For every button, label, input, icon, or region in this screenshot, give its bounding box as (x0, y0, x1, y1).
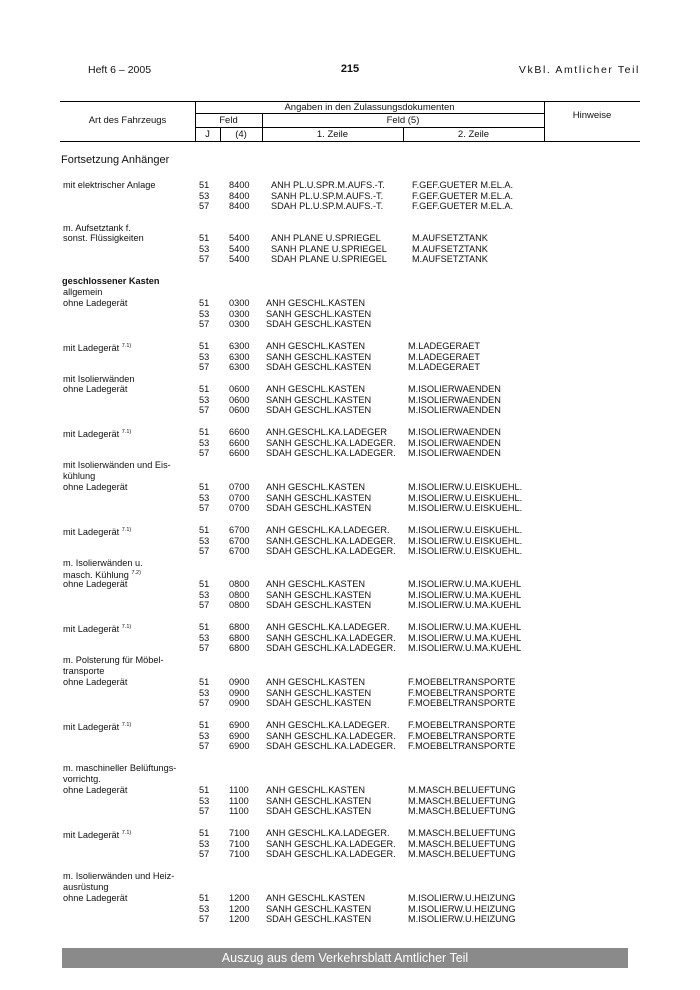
vehicle-type-text: kühlung (63, 471, 96, 481)
section-title: Fortsetzung Anhänger (61, 154, 170, 166)
value-j: 53 (199, 903, 210, 914)
value-j: 53 (199, 795, 210, 806)
col-zeile1: 1. Zeile (316, 129, 349, 140)
vehicle-type-label (63, 677, 127, 688)
value-zeile2: M.ISOLIERW.U.EISKUEHL. (408, 503, 523, 514)
value-feld4: 6700 (229, 525, 250, 535)
header-issue: Heft 6 – 2005 (88, 64, 152, 76)
value-j: 53 (199, 730, 210, 741)
value-feld4: 0800 (229, 589, 250, 600)
value-zeile1: ANH.GESCHL.KA.LADEGER (266, 427, 388, 437)
value-j: 57 (199, 914, 210, 925)
header-rule-angaben (195, 113, 544, 114)
value-feld4: 0800 (229, 579, 250, 589)
value-j: 51 (199, 341, 210, 351)
value-j: 57 (199, 806, 210, 817)
value-feld4: 6600 (229, 427, 250, 437)
footnote-ref: 7.1) (121, 527, 132, 533)
value-feld4: 6800 (229, 622, 250, 632)
value-zeile1: SDAH GESCHL.KA.LADEGER. (266, 448, 396, 459)
value-zeile1: ANH GESCHL.KASTEN (266, 341, 366, 351)
value-zeile2: M.ISOLIERW.U.EISKUEHL. (408, 535, 523, 546)
vehicle-type-label (63, 785, 127, 796)
value-feld4: 0600 (229, 405, 250, 416)
value-feld4: 0300 (229, 298, 250, 308)
vehicle-type-label (63, 525, 131, 538)
header-divider-hinweise (544, 101, 545, 141)
vehicle-type-label (63, 427, 131, 440)
value-feld4: 6900 (229, 741, 250, 752)
value-feld4: 6800 (229, 643, 250, 654)
value-j: 51 (199, 622, 210, 632)
value-zeile2: M.ISOLIERWAENDEN (408, 437, 501, 448)
value-j: 57 (199, 405, 210, 416)
value-zeile2: M.ISOLIERW.U.HEIZUNG (408, 893, 516, 903)
value-zeile2: M.ISOLIERWAENDEN (408, 394, 501, 405)
vehicle-type-text: mit elektrischer Anlage (63, 180, 156, 190)
value-zeile1: ANH GESCHL.KASTEN (266, 677, 366, 687)
value-j: 57 (199, 849, 210, 860)
value-feld4: 6900 (229, 730, 250, 741)
value-j: 51 (199, 828, 210, 838)
value-feld4: 1100 (229, 806, 249, 817)
vehicle-type-label (63, 622, 131, 635)
value-feld4: 8400 (229, 180, 250, 190)
vehicle-type-text: m. Polsterung für Möbel- (63, 655, 164, 665)
page-number: 215 (340, 63, 360, 75)
value-zeile1: SANH GESCHL.KASTEN (266, 308, 372, 319)
vehicle-type-text: masch. Kühlung (63, 570, 129, 580)
value-zeile1: SDAH GESCHL.KASTEN (266, 914, 372, 925)
vehicle-type-label (63, 774, 101, 785)
value-zeile2: M.MASCH.BELUEFTUNG (408, 838, 516, 849)
vehicle-type-text: m. Isolierwänden u. (63, 558, 143, 568)
vehicle-type-label (63, 482, 127, 493)
value-j: 53 (199, 437, 210, 448)
vehicle-type-text: mit Ladegerät (63, 429, 120, 439)
table-header (60, 101, 640, 141)
value-j: 53 (199, 351, 210, 362)
value-zeile2: M.ISOLIERW.U.MA.KUEHL (408, 589, 522, 600)
value-zeile2: M.AUFSETZTANK (412, 233, 488, 243)
value-zeile1: SANH GESCHL.KASTEN (266, 492, 372, 503)
value-feld4: 0700 (229, 492, 250, 503)
value-feld4: 1200 (229, 893, 250, 903)
value-zeile2: M.MASCH.BELUEFTUNG (408, 806, 516, 817)
value-j: 51 (199, 579, 210, 589)
value-feld4: 7100 (229, 828, 250, 838)
value-zeile1: SANH PL.U.SP.M.AUFS.-T. (271, 190, 384, 201)
footnote-ref: 7.1) (121, 429, 132, 435)
vehicle-type-text: mit Isolierwänden (63, 374, 135, 384)
value-feld4: 8400 (229, 190, 250, 201)
vehicle-type-label (63, 384, 127, 395)
vehicle-type-text: mit Ladegerät (63, 722, 120, 732)
value-j: 53 (199, 394, 210, 405)
footer-banner: Auszug aus dem Verkehrsblatt Amtlicher Teil (62, 948, 628, 968)
value-feld4: 0600 (229, 394, 250, 405)
value-zeile2: M.ISOLIERW.U.EISKUEHL. (408, 546, 523, 557)
vehicle-type-label (63, 471, 95, 482)
value-zeile2: M.LADEGERAET (408, 341, 480, 351)
value-feld4: 0900 (229, 687, 250, 698)
footnote-ref: 7.1) (121, 343, 132, 349)
value-j: 53 (199, 589, 210, 600)
col-angaben: Angaben in den Zulassungsdokumenten (284, 102, 455, 113)
value-zeile1: SANH GESCHL.KASTEN (266, 351, 372, 362)
vehicle-type-label (63, 893, 127, 904)
value-feld4: 6300 (229, 341, 250, 351)
value-j: 57 (199, 319, 210, 330)
footnote-ref: 7.1) (121, 624, 132, 630)
value-feld4: 0600 (229, 384, 250, 394)
value-zeile1: SANH GESCHL.KASTEN (266, 687, 372, 698)
value-feld4: 6800 (229, 632, 250, 643)
vehicle-type-label (63, 298, 127, 309)
vehicle-type-label (63, 666, 104, 677)
value-zeile2: M.ISOLIERWAENDEN (408, 384, 501, 394)
value-zeile2: M.LADEGERAET (408, 362, 480, 373)
value-feld4: 8400 (229, 201, 250, 212)
vehicle-type-text: mit Ladegerät (63, 830, 120, 840)
value-zeile2: F.MOEBELTRANSPORTE (408, 698, 516, 709)
value-zeile2: M.AUFSETZTANK (412, 254, 488, 265)
value-zeile2: M.ISOLIERW.U.MA.KUEHL (408, 600, 522, 611)
vehicle-type-label (63, 233, 144, 244)
vehicle-type-text: transporte (63, 666, 105, 676)
value-zeile1: ANH GESCHL.KASTEN (266, 579, 366, 589)
value-feld4: 1100 (229, 795, 249, 806)
value-zeile1: SANH PLANE U.SPRIEGEL (271, 243, 387, 254)
vehicle-type-text: ohne Ladegerät (63, 579, 128, 589)
value-j: 53 (199, 492, 210, 503)
value-zeile1: SANH GESCHL.KASTEN (266, 589, 372, 600)
col-zeile2: 2. Zeile (457, 129, 490, 140)
value-zeile1: SDAH GESCHL.KASTEN (266, 806, 372, 817)
value-feld4: 6600 (229, 437, 250, 448)
value-zeile2: M.ISOLIERW.U.HEIZUNG (408, 914, 516, 925)
value-zeile1: SANH GESCHL.KA.LADEGER. (266, 730, 396, 741)
header-publication: VkBl. Amtlicher Teil (518, 64, 640, 76)
vehicle-type-text: m. Aufsetztank f. (63, 223, 131, 233)
value-j: 51 (199, 298, 210, 308)
col-hinweise: Hinweise (572, 110, 612, 121)
value-zeile1: SDAH PL.U.SP.M.AUFS.-T. (271, 201, 384, 212)
value-zeile2: M.ISOLIERW.U.MA.KUEHL (408, 579, 522, 589)
vehicle-type-text: ohne Ladegerät (63, 677, 128, 687)
value-zeile1: ANH GESCHL.KA.LADEGER. (266, 720, 390, 730)
value-j: 51 (199, 720, 210, 730)
value-zeile2: M.MASCH.BELUEFTUNG (408, 828, 516, 838)
value-feld4: 6600 (229, 448, 250, 459)
value-zeile2: F.MOEBELTRANSPORTE (408, 677, 516, 687)
vehicle-type-label (63, 828, 131, 841)
value-feld4: 0300 (229, 319, 250, 330)
value-zeile2: F.GEF.GUETER M.EL.A. (412, 180, 514, 190)
value-j: 57 (199, 698, 210, 709)
vehicle-type-label (63, 655, 164, 666)
value-zeile2: F.MOEBELTRANSPORTE (408, 687, 516, 698)
col-feld4: (4) (235, 129, 247, 140)
vehicle-type-label (63, 460, 171, 471)
footnote-ref: 7.2) (131, 570, 141, 576)
value-feld4: 0700 (229, 503, 250, 514)
vehicle-type-label (63, 180, 155, 191)
value-feld4: 7100 (229, 849, 250, 860)
value-zeile1: ANH GESCHL.KA.LADEGER. (266, 622, 390, 632)
value-zeile2: M.ISOLIERW.U.MA.KUEHL (408, 632, 522, 643)
col-art-des-fahrzeugs: Art des Fahrzeugs (88, 115, 167, 126)
vehicle-type-text: m. Isolierwänden und Heiz- (63, 871, 175, 881)
value-zeile2: M.ISOLIERW.U.EISKUEHL. (408, 525, 523, 535)
value-feld4: 0900 (229, 677, 250, 687)
value-j: 57 (199, 254, 210, 265)
vehicle-type-label (63, 871, 174, 882)
vehicle-type-text: mit Isolierwänden und Eis- (63, 460, 171, 470)
value-feld4: 6900 (229, 720, 250, 730)
value-feld4: 0900 (229, 698, 250, 709)
value-zeile1: ANH GESCHL.KA.LADEGER. (266, 525, 390, 535)
value-zeile1: ANH PLANE U.SPRIEGEL (271, 233, 381, 243)
value-feld4: 7100 (229, 838, 250, 849)
value-zeile2: F.GEF.GUETER M.EL.A. (412, 201, 514, 212)
vehicle-type-label (63, 341, 131, 354)
value-feld4: 1100 (229, 785, 249, 795)
value-zeile2: F.MOEBELTRANSPORTE (408, 730, 516, 741)
vehicle-type-text: ohne Ladegerät (63, 298, 128, 308)
value-zeile2: F.GEF.GUETER M.EL.A. (412, 190, 514, 201)
value-zeile2: M.ISOLIERW.U.EISKUEHL. (408, 492, 523, 503)
value-j: 53 (199, 190, 210, 201)
vehicle-type-text: vorrichtg. (63, 774, 101, 784)
value-zeile1: SDAH GESCHL.KASTEN (266, 503, 372, 514)
vehicle-type-text: ohne Ladegerät (63, 482, 128, 492)
value-j: 51 (199, 180, 210, 190)
value-zeile2: M.MASCH.BELUEFTUNG (408, 849, 516, 860)
value-zeile1: SANH GESCHL.KASTEN (266, 795, 372, 806)
value-zeile2: M.ISOLIERWAENDEN (408, 448, 501, 459)
value-j: 57 (199, 546, 210, 557)
value-zeile1: ANH GESCHL.KASTEN (266, 785, 366, 795)
vehicle-type-label (62, 276, 160, 287)
vehicle-type-label (63, 763, 176, 774)
vehicle-type-text: ohne Ladegerät (63, 384, 128, 394)
vehicle-type-label (63, 287, 102, 298)
value-j: 51 (199, 233, 210, 243)
value-zeile1: ANH GESCHL.KASTEN (266, 482, 366, 492)
value-zeile1: SDAH GESCHL.KASTEN (266, 600, 372, 611)
value-j: 53 (199, 535, 210, 546)
vehicle-type-text: ohne Ladegerät (63, 893, 128, 903)
value-zeile2: F.MOEBELTRANSPORTE (408, 741, 516, 752)
col-j: J (205, 129, 210, 140)
value-j: 51 (199, 785, 210, 795)
value-zeile2: M.MASCH.BELUEFTUNG (408, 785, 516, 795)
value-zeile1: ANH GESCHL.KASTEN (266, 298, 366, 308)
vehicle-type-text: mit Ladegerät (63, 527, 120, 537)
value-zeile2: M.ISOLIERW.U.MA.KUEHL (408, 643, 522, 654)
value-zeile2: M.LADEGERAET (408, 351, 480, 362)
value-zeile1: SDAH GESCHL.KASTEN (266, 405, 372, 416)
vehicle-type-text: mit Ladegerät (63, 343, 120, 353)
value-zeile1: SDAH GESCHL.KA.LADEGER. (266, 741, 396, 752)
value-feld4: 6300 (229, 362, 250, 373)
value-j: 53 (199, 838, 210, 849)
value-zeile1: SDAH GESCHL.KASTEN (266, 698, 372, 709)
value-feld4: 6700 (229, 535, 250, 546)
value-j: 57 (199, 741, 210, 752)
value-j: 51 (199, 893, 210, 903)
value-zeile1: SANH.GESCHL.KA.LADEGER. (266, 535, 396, 546)
value-zeile2: M.MASCH.BELUEFTUNG (408, 795, 516, 806)
value-feld4: 5400 (229, 243, 250, 254)
vehicle-type-text: sonst. Flüssigkeiten (63, 233, 144, 243)
value-j: 57 (199, 503, 210, 514)
vehicle-type-label (63, 882, 108, 893)
value-zeile1: SDAH GESCHL.KASTEN (266, 319, 372, 330)
value-j: 53 (199, 243, 210, 254)
value-j: 51 (199, 525, 210, 535)
value-j: 53 (199, 632, 210, 643)
value-j: 51 (199, 427, 210, 437)
value-zeile1: SDAH PLANE U.SPRIEGEL (271, 254, 387, 265)
value-zeile2: M.ISOLIERWAENDEN (408, 405, 501, 416)
vehicle-type-text: ausrüstung (63, 882, 109, 892)
value-j: 57 (199, 362, 210, 373)
value-feld4: 5400 (229, 233, 250, 243)
col-feld: Feld (219, 115, 238, 126)
value-j: 57 (199, 448, 210, 459)
value-zeile1: ANH GESCHL.KASTEN (266, 384, 366, 394)
value-zeile1: SDAH GESCHL.KA.LADEGER. (266, 643, 396, 654)
value-zeile1: SANH GESCHL.KA.LADEGER. (266, 838, 396, 849)
header-rule-bottom (60, 141, 640, 142)
value-zeile2: M.ISOLIERWAENDEN (408, 427, 501, 437)
value-j: 51 (199, 482, 210, 492)
value-zeile1: SANH GESCHL.KA.LADEGER. (266, 632, 396, 643)
value-j: 57 (199, 643, 210, 654)
col-feld5: Feld (5) (386, 115, 420, 126)
value-zeile2: M.ISOLIERW.U.MA.KUEHL (408, 622, 522, 632)
value-feld4: 1200 (229, 914, 250, 925)
value-j: 53 (199, 687, 210, 698)
value-zeile2: M.AUFSETZTANK (412, 243, 488, 254)
value-j: 57 (199, 201, 210, 212)
vehicle-type-text: m. maschineller Belüftungs- (63, 763, 177, 773)
value-zeile2: M.ISOLIERW.U.HEIZUNG (408, 903, 516, 914)
value-zeile1: SDAH GESCHL.KA.LADEGER. (266, 849, 396, 860)
value-zeile1: SDAH GESCHL.KA.LADEGER. (266, 546, 396, 557)
value-j: 51 (199, 677, 210, 687)
footnote-ref: 7.1) (121, 830, 132, 836)
vehicle-type-label (63, 720, 131, 733)
value-zeile1: ANH GESCHL.KASTEN (266, 893, 366, 903)
value-feld4: 6700 (229, 546, 250, 557)
value-j: 51 (199, 384, 210, 394)
value-j: 53 (199, 308, 210, 319)
header-rule-feld (195, 127, 544, 128)
value-zeile1: SANH GESCHL.KA.LADEGER. (266, 437, 396, 448)
value-zeile1: SANH GESCHL.KASTEN (266, 394, 372, 405)
value-zeile2: M.ISOLIERW.U.EISKUEHL. (408, 482, 523, 492)
vehicle-type-text: ohne Ladegerät (63, 785, 128, 795)
vehicle-type-text: allgemein (63, 287, 103, 297)
value-feld4: 0800 (229, 600, 250, 611)
value-zeile1: SANH GESCHL.KASTEN (266, 903, 372, 914)
value-feld4: 6300 (229, 351, 250, 362)
value-zeile2: F.MOEBELTRANSPORTE (408, 720, 516, 730)
value-feld4: 0300 (229, 308, 250, 319)
value-zeile1: ANH GESCHL.KA.LADEGER. (266, 828, 390, 838)
value-zeile1: SDAH GESCHL.KASTEN (266, 362, 372, 373)
value-feld4: 0700 (229, 482, 250, 492)
vehicle-type-text: mit Ladegerät (63, 624, 120, 634)
value-j: 57 (199, 600, 210, 611)
footnote-ref: 7.1) (121, 722, 132, 728)
value-feld4: 5400 (229, 254, 250, 265)
vehicle-type-text: geschlossener Kasten (62, 276, 160, 286)
value-zeile1: ANH PL.U.SPR.M.AUFS.-T. (271, 180, 385, 190)
value-feld4: 1200 (229, 903, 250, 914)
vehicle-type-label (63, 579, 127, 590)
